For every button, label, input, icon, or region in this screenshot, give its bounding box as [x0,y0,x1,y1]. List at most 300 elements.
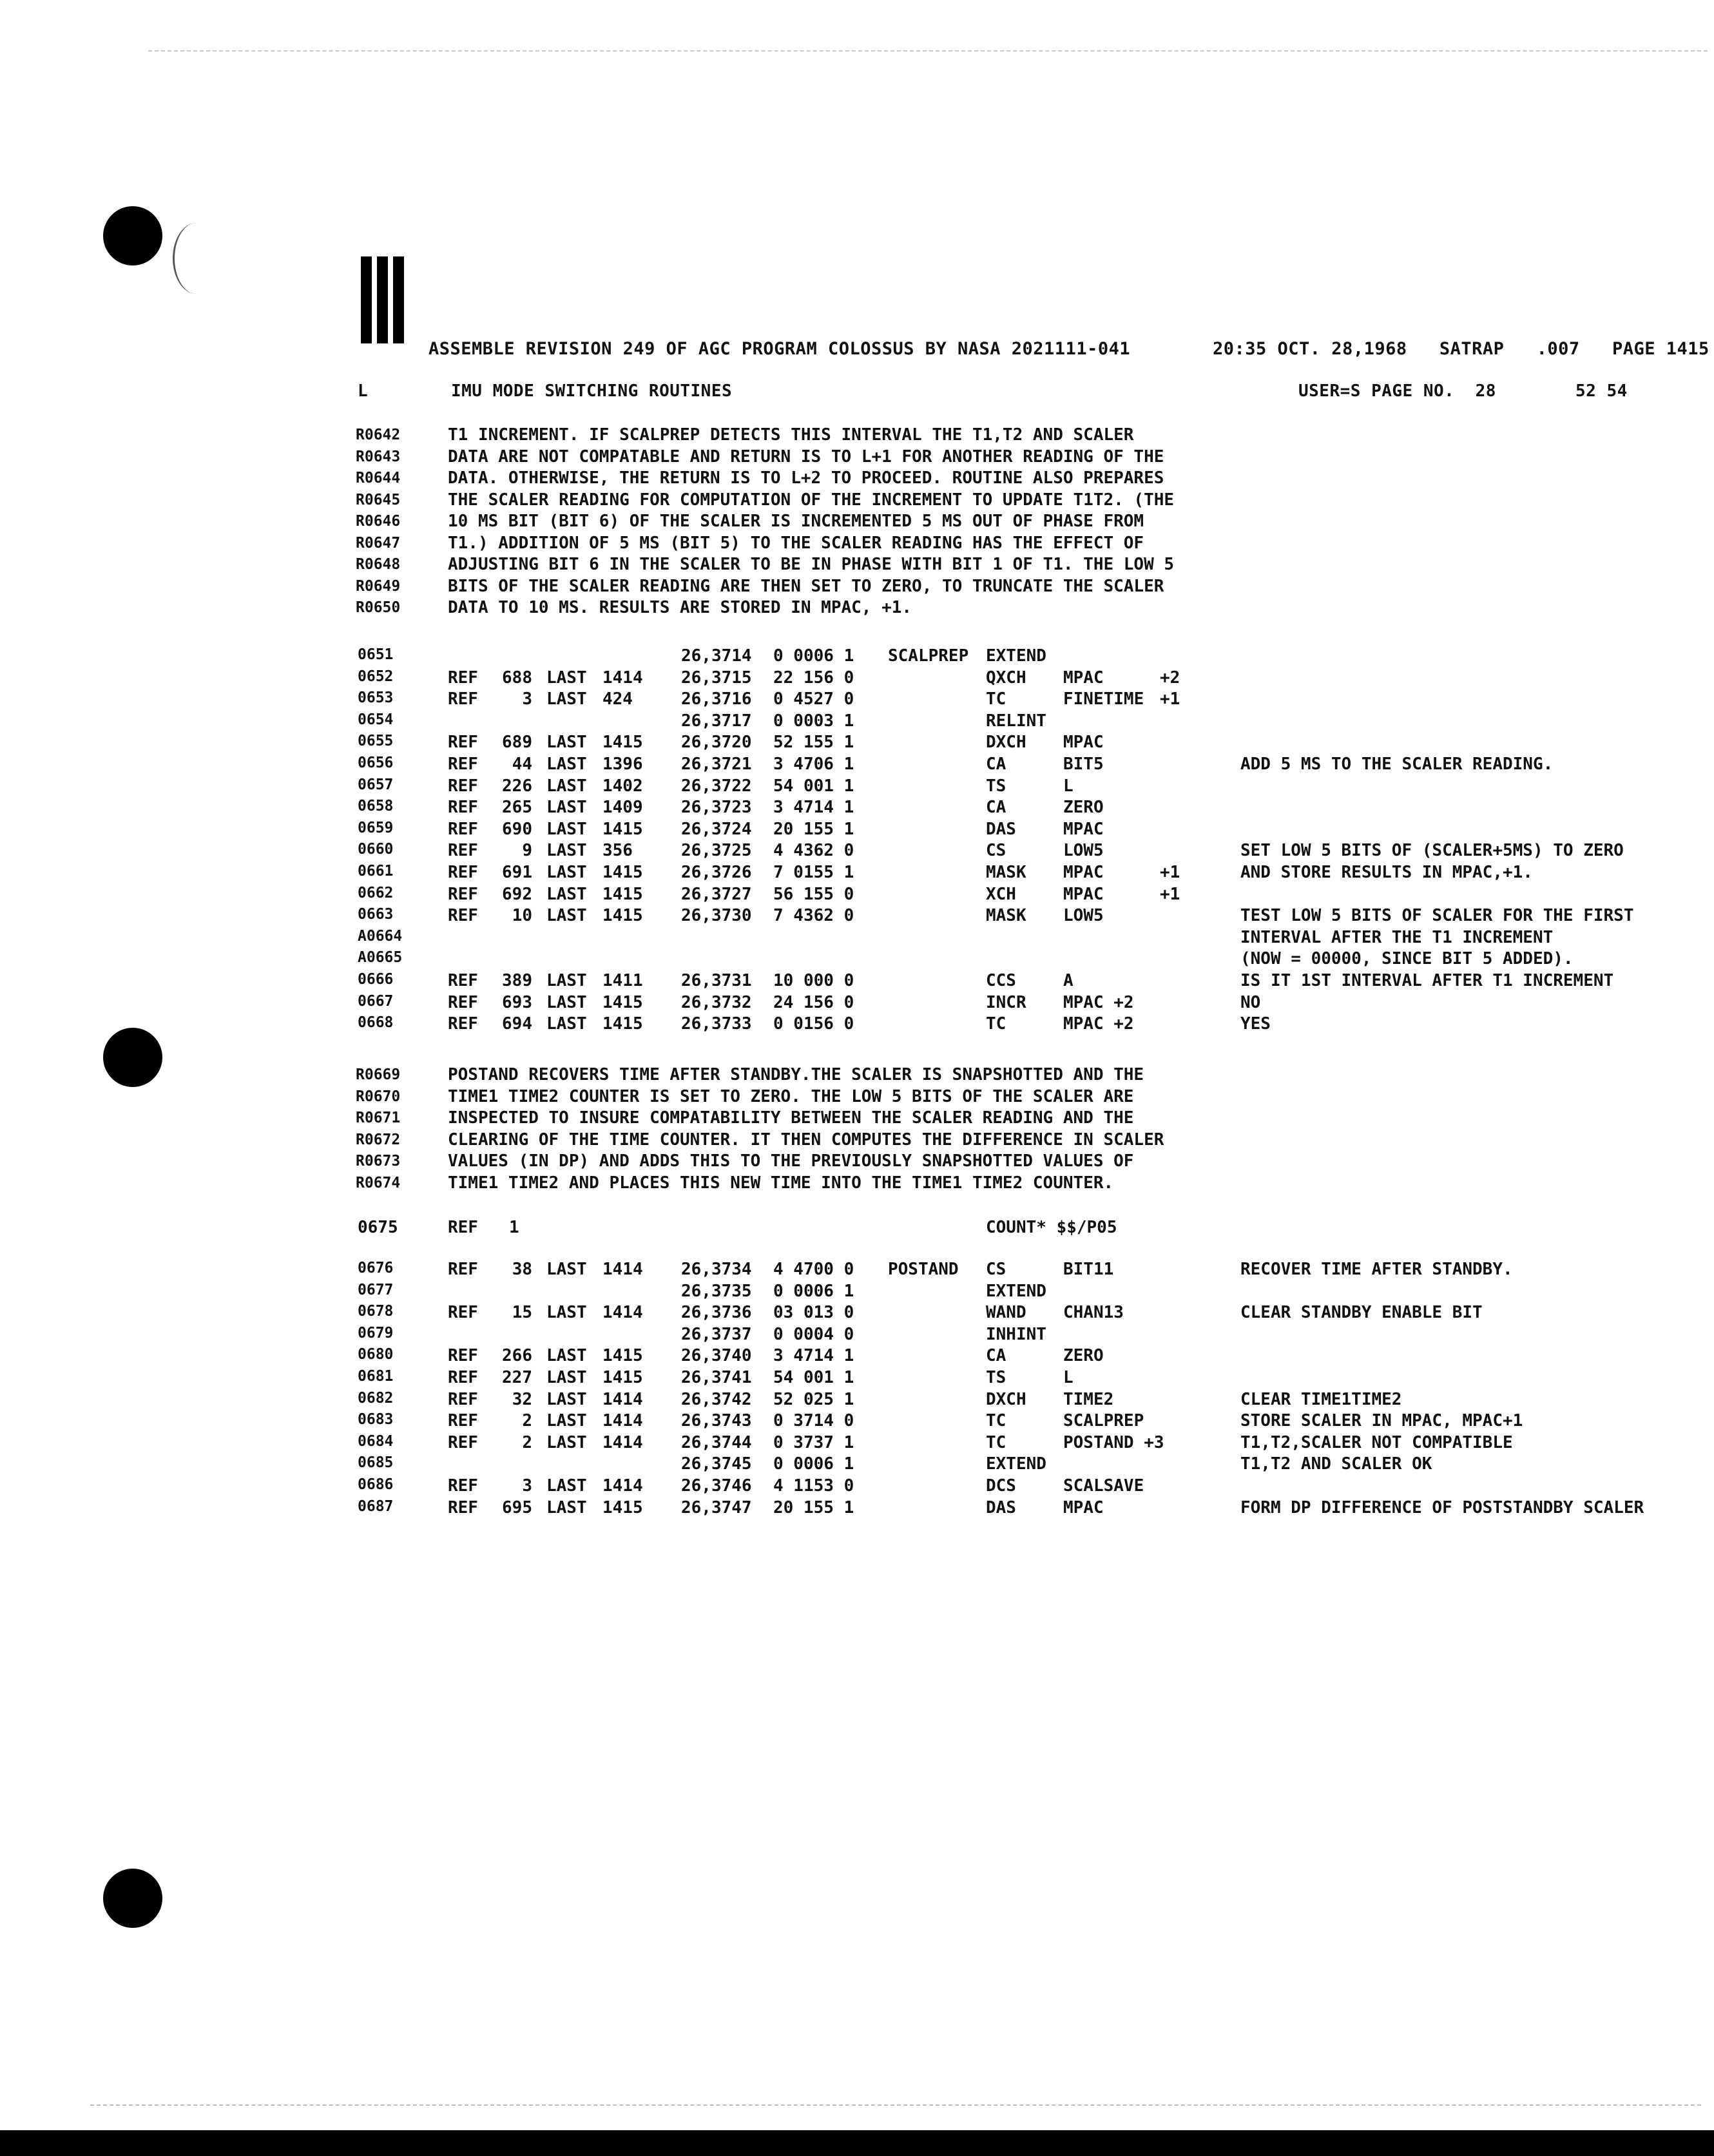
operand: ZERO [1063,1346,1104,1366]
line-number: 0675 [358,1218,398,1237]
opcode: CA [986,798,1006,818]
code-row [0,711,1701,733]
line-number: 0684 [358,1432,394,1450]
last-label: LAST [546,906,587,926]
opcode: DAS [986,819,1016,839]
line-number: 0662 [358,884,394,901]
last-number: 1414 [602,1303,643,1323]
last-label: LAST [546,1368,587,1387]
line-number: 0668 [358,1014,394,1032]
ref-label: REF [448,1260,478,1279]
ref-label: REF [448,733,478,753]
section-title: IMU MODE SWITCHING ROUTINES [451,381,733,401]
address: 26,3735 [681,1281,752,1301]
octal-word: 4 4362 0 [773,841,854,861]
opcode: CA [986,755,1006,774]
octal-word: 0 0004 0 [773,1324,854,1344]
label: POSTAND [888,1260,959,1279]
line-number: R0673 [356,1153,401,1169]
code-row [0,1454,1701,1476]
comment: RECOVER TIME AFTER STANDBY. [1240,1260,1513,1279]
last-label: LAST [546,689,587,709]
last-label: LAST [546,819,587,839]
opcode: XCH [986,884,1016,904]
opcode: TC [986,1432,1006,1452]
address: 26,3743 [681,1411,752,1431]
operand: A [1063,971,1074,990]
opcode: INCR [986,992,1026,1012]
ref-label: REF [448,819,478,839]
address: 26,3737 [681,1324,752,1344]
operand: POSTAND +3 [1063,1432,1164,1452]
last-number: 1414 [602,1389,643,1409]
octal-word: 7 0155 1 [773,863,854,882]
code-row [0,1260,1701,1282]
octal-word: 0 0003 1 [773,711,854,731]
address: 26,3715 [681,668,752,688]
last-label: LAST [546,798,587,818]
modifier: +2 [1160,668,1180,688]
comment-text: TIME1 TIME2 COUNTER IS SET TO ZERO. THE LOW 5 BITS OF THE SCALER ARE [448,1086,1134,1106]
comment: YES [1240,1014,1271,1034]
code-row [0,1390,1701,1412]
address: 26,3745 [681,1454,752,1474]
ref-label: REF [448,992,478,1012]
ref-number: 265 [502,798,532,818]
modifier: +1 [1160,863,1180,882]
operand: LOW5 [1063,906,1104,926]
operand: ZERO [1063,798,1104,818]
code-row [0,841,1701,863]
opcode: EXTEND [986,646,1046,666]
code-row [0,689,1701,711]
address: 26,3747 [681,1497,752,1517]
line-number: 0653 [358,689,394,707]
operand: LOW5 [1063,841,1104,861]
code-row [0,863,1701,885]
octal-word: 7 4362 0 [773,906,854,926]
code-row [0,798,1701,820]
ref-label: REF [448,668,478,688]
code-row [0,1498,1701,1520]
address: 26,3740 [681,1346,752,1366]
last-label: LAST [546,1497,587,1517]
ref-label: REF [448,1411,478,1431]
line-number: R0649 [356,577,401,595]
paper-mark [173,223,220,294]
comment-text: 10 MS BIT (BIT 6) OF THE SCALER IS INCREMENTED 5 MS OUT OF PHASE FROM [448,512,1144,531]
last-label: LAST [546,733,587,753]
comment: NO [1240,992,1261,1012]
last-number: 1415 [602,863,643,882]
address: 26,3736 [681,1303,752,1323]
last-number: 1415 [602,733,643,753]
opcode: DAS [986,1497,1016,1517]
code-row [0,906,1701,928]
address: 26,3742 [681,1389,752,1409]
ref-label: REF [448,1346,478,1366]
octal-word: 54 001 1 [773,1368,854,1387]
count-text: COUNT* $$/P05 [986,1218,1117,1237]
ref-number: 32 [512,1389,532,1409]
opcode: TS [986,1368,1006,1387]
line-number: 0680 [358,1346,394,1363]
last-label: LAST [546,863,587,882]
ref-label: REF [448,798,478,818]
line-number: 0655 [358,733,394,750]
punch-hole [103,206,162,265]
opcode: EXTEND [986,1281,1046,1301]
address: 26,3714 [681,646,752,666]
last-number: 1415 [602,884,643,904]
last-number: 424 [602,689,633,709]
octal-word: 22 156 0 [773,668,854,688]
ref-number: 9 [522,841,532,861]
octal-word: 24 156 0 [773,992,854,1012]
opcode: TC [986,1411,1006,1431]
octal-word: 20 155 1 [773,1497,854,1517]
last-label: LAST [546,884,587,904]
ref-number: 692 [502,884,532,904]
opcode: TC [986,689,1006,709]
ref-label: REF [448,1368,478,1387]
last-number: 1415 [602,1014,643,1034]
comment-text: INSPECTED TO INSURE COMPATABILITY BETWEEN THE SCALER READING AND THE [448,1108,1134,1128]
binder-mark [361,256,407,343]
operand: CHAN13 [1063,1303,1124,1323]
octal-word: 4 4700 0 [773,1260,854,1279]
last-label: LAST [546,1411,587,1431]
operand: TIME2 [1063,1389,1114,1409]
comment-text: ADJUSTING BIT 6 IN THE SCALER TO BE IN PHASE WITH BIT 1 OF T1. THE LOW 5 [448,555,1175,574]
octal-word: 54 001 1 [773,776,854,796]
modifier: +1 [1160,689,1180,709]
line-number: 0663 [358,906,394,923]
comment: STORE SCALER IN MPAC, MPAC+1 [1240,1411,1523,1431]
comment-text: VALUES (IN DP) AND ADDS THIS TO THE PREVIOUSLY SNAPSHOTTED VALUES OF [448,1151,1134,1171]
operand: L [1063,776,1074,796]
last-number: 1415 [602,992,643,1012]
code-row [0,928,1701,950]
ref-number: 694 [502,1014,532,1034]
ref-number: 688 [502,668,532,688]
last-number: 1414 [602,1411,643,1431]
ref-number: 38 [512,1260,532,1279]
ref-label: REF [448,971,478,990]
octal-word: 4 1153 0 [773,1476,854,1496]
opcode: DXCH [986,1389,1026,1409]
opcode: CS [986,1260,1006,1279]
last-number: 1411 [602,971,643,990]
code-row [0,755,1701,776]
last-number: 356 [602,841,633,861]
line-number: R0670 [356,1088,401,1105]
address: 26,3727 [681,884,752,904]
code-row [0,885,1701,907]
comment: T1,T2 AND SCALER OK [1240,1454,1432,1474]
code-row [0,1368,1701,1390]
address: 26,3716 [681,689,752,709]
code-row [0,646,1701,668]
octal-word: 3 4714 1 [773,1346,854,1366]
opcode: QXCH [986,668,1026,688]
line-number: A0665 [358,949,403,967]
comment-text: T1 INCREMENT. IF SCALPREP DETECTS THIS INTERVAL THE T1,T2 AND SCALER [448,425,1134,445]
comment: IS IT 1ST INTERVAL AFTER T1 INCREMENT [1240,971,1614,990]
comment-text: TIME1 TIME2 AND PLACES THIS NEW TIME INTO THE TIME1 TIME2 COUNTER. [448,1173,1114,1193]
line-number: R0644 [356,470,401,486]
octal-word: 56 155 0 [773,884,854,904]
address: 26,3734 [681,1260,752,1279]
last-label: LAST [546,776,587,796]
comment: TEST LOW 5 BITS OF SCALER FOR THE FIRST [1240,906,1634,926]
line-number: 0659 [358,819,394,836]
line-number: R0674 [356,1174,401,1191]
line-number: 0666 [358,971,394,988]
address: 26,3744 [681,1432,752,1452]
line-number: 0651 [358,646,394,663]
last-label: LAST [546,1432,587,1452]
line-number: 0685 [358,1454,394,1472]
line-number: R0642 [356,427,401,443]
octal-word: 3 4706 1 [773,755,854,774]
line-number: 0652 [358,668,394,685]
octal-word: 52 025 1 [773,1389,854,1409]
code-row [0,949,1701,971]
line-number: R0645 [356,491,401,508]
opcode: TS [986,776,1006,796]
octal-word: 0 3714 0 [773,1411,854,1431]
opcode: MASK [986,863,1026,882]
comment: FORM DP DIFFERENCE OF POSTSTANDBY SCALER [1240,1497,1644,1517]
last-label: LAST [546,1476,587,1496]
comment-text: DATA TO 10 MS. RESULTS ARE STORED IN MPAC, +1. [448,598,912,617]
opcode: CCS [986,971,1016,990]
last-label: LAST [546,1389,587,1409]
opcode: EXTEND [986,1454,1046,1474]
line-number: 0678 [358,1303,394,1320]
code-row [0,668,1701,690]
opcode: TC [986,1014,1006,1034]
address: 26,3730 [681,906,752,926]
ref-label: REF [448,689,478,709]
octal-word: 0 0156 0 [773,1014,854,1034]
ref-number: 266 [502,1346,532,1366]
address: 26,3733 [681,1014,752,1034]
ref-label: REF [448,776,478,796]
line-number: 0681 [358,1368,394,1385]
address: 26,3721 [681,755,752,774]
last-number: 1415 [602,819,643,839]
address: 26,3741 [681,1368,752,1387]
line-number: 0654 [358,711,394,728]
ref-number: 15 [512,1303,532,1323]
octal-word: 0 0006 1 [773,1454,854,1474]
address: 26,3717 [681,711,752,731]
ref-number: 3 [522,1476,532,1496]
octal-word: 3 4714 1 [773,798,854,818]
line-number: R0671 [356,1110,401,1126]
perforation-top [148,50,1708,52]
address: 26,3724 [681,819,752,839]
punch-hole [103,1028,162,1087]
last-label: LAST [546,755,587,774]
code-row [0,1346,1701,1368]
operand: SCALSAVE [1063,1476,1144,1496]
last-number: 1415 [602,1497,643,1517]
address: 26,3732 [681,992,752,1012]
last-number: 1409 [602,798,643,818]
last-number: 1402 [602,776,643,796]
code-row [0,1325,1701,1347]
line-number: 0657 [358,776,394,793]
address: 26,3746 [681,1476,752,1496]
ref-number: 3 [522,689,532,709]
line-number: R0647 [356,534,401,552]
last-number: 1414 [602,1260,643,1279]
comment: T1,T2,SCALER NOT COMPATIBLE [1240,1432,1513,1452]
operand: MPAC +2 [1063,1014,1134,1034]
ref-label: REF [448,863,478,882]
operand: MPAC [1063,1497,1104,1517]
line-number: 0660 [358,841,394,858]
user-page-right: 52 54 [1575,381,1628,401]
ref-label: REF [448,1014,478,1034]
line-number: 0661 [358,863,394,880]
octal-word: 10 000 0 [773,971,854,990]
comment: (NOW = 00000, SINCE BIT 5 ADDED). [1240,949,1574,969]
ref-number: 2 [522,1411,532,1431]
ref-label: REF [448,1432,478,1452]
line-number: 0679 [358,1324,394,1342]
operand: MPAC [1063,863,1104,882]
comment-text: DATA. OTHERWISE, THE RETURN IS TO L+2 TO PROCEED. ROUTINE ALSO PREPARES [448,468,1164,488]
line-number: R0650 [356,599,401,616]
ref-number: 389 [502,971,532,990]
last-label: LAST [546,1346,587,1366]
comment: CLEAR TIME1TIME2 [1240,1389,1402,1409]
code-row [0,820,1701,842]
line-number: 0687 [358,1497,394,1515]
last-number: 1415 [602,1346,643,1366]
ref-label: REF [448,1476,478,1496]
last-number: 1396 [602,755,643,774]
operand: MPAC [1063,733,1104,753]
opcode: MASK [986,906,1026,926]
line-number: 0682 [358,1389,394,1407]
last-label: LAST [546,1303,587,1323]
ref-number: 44 [512,755,532,774]
line-number: R0672 [356,1131,401,1148]
modifier: +1 [1160,884,1180,904]
comment: CLEAR STANDBY ENABLE BIT [1240,1303,1483,1323]
address: 26,3725 [681,841,752,861]
octal-word: 0 0006 1 [773,646,854,666]
code-row [0,1411,1701,1433]
ref-label: REF [448,1389,478,1409]
ref-number: 690 [502,819,532,839]
operand: BIT5 [1063,755,1104,774]
ref-label: REF [448,755,478,774]
ref-label: REF [448,1218,478,1237]
octal-word: 20 155 1 [773,819,854,839]
operand: MPAC [1063,884,1104,904]
code-row [0,993,1701,1015]
code-row [0,1476,1701,1498]
comment-text: CLEARING OF THE TIME COUNTER. IT THEN COMPUTES THE DIFFERENCE IN SCALER [448,1130,1164,1150]
comment-text: T1.) ADDITION OF 5 MS (BIT 5) TO THE SCALER READING HAS THE EFFECT OF [448,533,1144,553]
ref-number: 695 [502,1497,532,1517]
code-row [0,1303,1701,1325]
perforation-bottom [90,2104,1701,2106]
last-number: 1414 [602,1476,643,1496]
opcode: CS [986,841,1006,861]
comment-text: BITS OF THE SCALER READING ARE THEN SET TO ZERO, TO TRUNCATE THE SCALER [448,576,1164,596]
ref-number: 689 [502,733,532,753]
ref-label: REF [448,841,478,861]
ref-number: 226 [502,776,532,796]
code-row [0,776,1701,798]
operand: L [1063,1368,1074,1387]
header-title: ASSEMBLE REVISION 249 OF AGC PROGRAM COLOSSUS BY NASA 2021111-041 [428,339,1131,359]
comment: AND STORE RESULTS IN MPAC,+1. [1240,863,1533,882]
line-number: R0648 [356,556,401,573]
ref-number: 227 [502,1368,532,1387]
last-label: LAST [546,1260,587,1279]
last-number: 1415 [602,906,643,926]
last-label: LAST [546,841,587,861]
address: 26,3720 [681,733,752,753]
user-page-number: USER=S PAGE NO. 28 [1298,381,1496,401]
comment-text: POSTAND RECOVERS TIME AFTER STANDBY.THE SCALER IS SNAPSHOTTED AND THE [448,1065,1144,1084]
opcode: DXCH [986,733,1026,753]
line-number: 0676 [358,1260,394,1276]
ref-label: REF [448,884,478,904]
operand: MPAC [1063,819,1104,839]
line-number: 0686 [358,1476,394,1493]
section-mark: L [358,381,369,401]
line-number: 0667 [358,992,394,1010]
ref-number: 10 [512,906,532,926]
address: 26,3726 [681,863,752,882]
operand: MPAC [1063,668,1104,688]
opcode: WAND [986,1303,1026,1323]
opcode: INHINT [986,1324,1046,1344]
ref-number: 2 [522,1432,532,1452]
comment: ADD 5 MS TO THE SCALER READING. [1240,755,1554,774]
octal-word: 03 013 0 [773,1303,854,1323]
line-number: 0658 [358,798,394,815]
line-number: R0643 [356,448,401,465]
last-label: LAST [546,971,587,990]
scan-edge [0,2130,1714,2156]
opcode: CA [986,1346,1006,1366]
ref-label: REF [448,1497,478,1517]
line-number: R0669 [356,1066,401,1083]
ref-number: 691 [502,863,532,882]
comment: INTERVAL AFTER THE T1 INCREMENT [1240,927,1554,947]
code-row [0,1014,1701,1036]
header-date-page: 20:35 OCT. 28,1968 SATRAP .007 PAGE 1415 [1213,339,1709,359]
octal-word: 0 4527 0 [773,689,854,709]
last-number: 1414 [602,668,643,688]
operand: FINETIME [1063,689,1144,709]
last-number: 1414 [602,1432,643,1452]
label: SCALPREP [888,646,969,666]
code-row [0,1433,1701,1455]
line-number: A0664 [358,927,403,945]
punch-hole [103,1869,162,1928]
